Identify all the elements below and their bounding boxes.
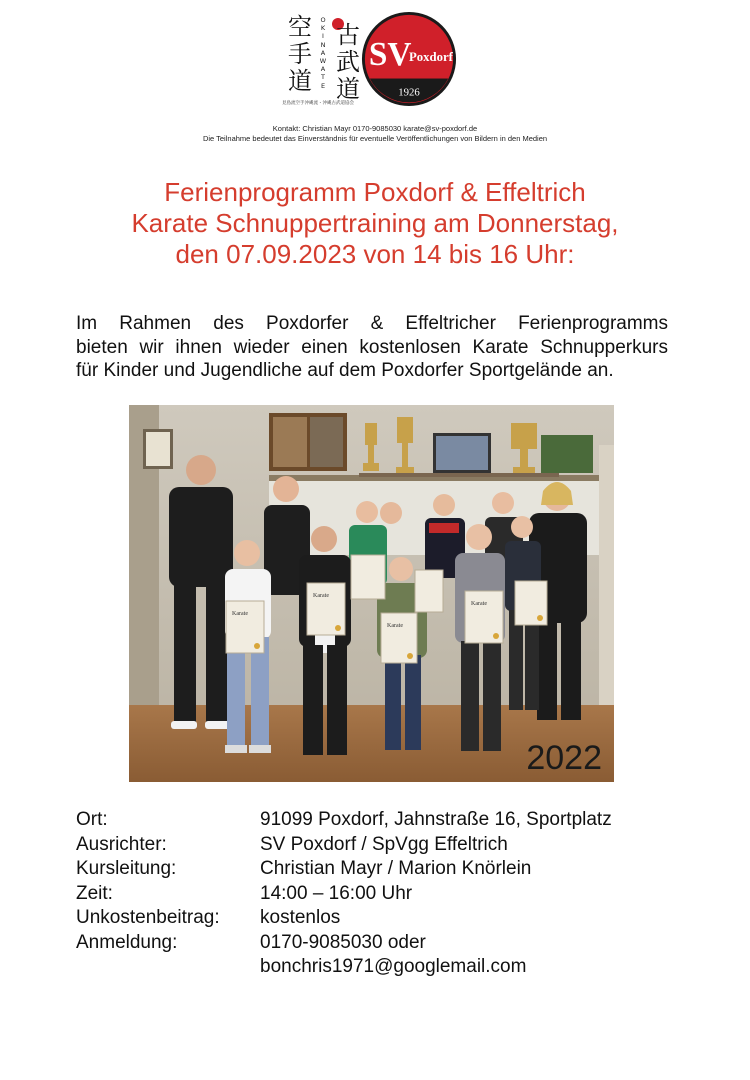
detail-value: 0170-9085030 oder (260, 931, 426, 953)
detail-row (76, 955, 696, 980)
group-photo (129, 405, 614, 782)
event-details (76, 808, 696, 980)
title-line-3: den 07.09.2023 von 14 bis 16 Uhr: (175, 239, 575, 269)
sv-poxdorf-badge (360, 10, 458, 108)
detail-row (76, 808, 696, 833)
kobudo-kanji: 古 武 道 (336, 21, 360, 103)
intro-line-1: Im Rahmen des Poxdorfer & Effeltricher Ferienprogramms (76, 313, 668, 334)
title-line-1: Ferienprogramm Poxdorf & Effeltrich (164, 177, 586, 207)
badge-year-text: 1926 (398, 86, 420, 99)
certificate-label: Karate (313, 593, 329, 599)
group-photo-illustration (129, 405, 614, 782)
contact-info (0, 124, 750, 144)
page-title (0, 177, 750, 270)
badge-sv-text: SV (368, 35, 412, 73)
detail-row (76, 931, 696, 956)
kanji-footer: 見島流空手沖縄流・沖縄古武道協会 (282, 101, 354, 106)
detail-value: SV Poxdorf / SpVgg Effeltrich (260, 833, 508, 855)
certificate-label: Karate (232, 611, 248, 617)
detail-row (76, 833, 696, 858)
title-line-2: Karate Schnuppertraining am Donnerstag, (131, 208, 619, 238)
contact-line: Kontakt: Christian Mayr 0170-9085030 karate@sv-poxdorf.de (272, 124, 478, 133)
karate-kanji: 空 手 道 (288, 13, 312, 95)
detail-label: Unkostenbeitrag: (76, 907, 220, 928)
photo-year-label: 2022 (526, 739, 602, 777)
detail-row (76, 906, 696, 931)
intro-line-2: bieten wir ihnen wieder einen kostenlosen Karate Schnupperkurs (76, 336, 668, 358)
detail-value: kostenlos (260, 907, 341, 928)
detail-label: Anmeldung: (76, 931, 178, 953)
detail-value: Christian Mayr / Marion Knörlein (260, 858, 532, 879)
registration-email: bonchris1971@googlemail.com (260, 956, 527, 977)
badge-name-text: Poxdorf (409, 49, 453, 64)
karate-dojo-logo (282, 12, 368, 110)
detail-value: 14:00 – 16:00 Uhr (260, 882, 413, 904)
certificate-label: Karate (471, 601, 487, 607)
detail-row (76, 857, 696, 882)
detail-row (76, 882, 696, 907)
okinawa-vertical-text: O K I N A W A T E (319, 16, 327, 90)
certificate-label: Karate (387, 623, 403, 629)
detail-label: Kursleitung: (76, 858, 177, 879)
detail-value: 91099 Poxdorf, Jahnstraße 16, Sportplatz (260, 809, 612, 830)
intro-line-3: für Kinder und Jugendliche auf dem Poxdorfer Sportgelände an. (76, 360, 614, 381)
detail-label: Ausrichter: (76, 833, 167, 855)
intro-paragraph (76, 312, 668, 383)
header-logos (0, 10, 750, 110)
detail-label (76, 955, 260, 980)
detail-label: Ort: (76, 809, 108, 830)
detail-label: Zeit: (76, 882, 113, 904)
consent-note: Die Teilnahme bedeutet das Einverständnis für eventuelle Veröffentlichungen von Bildern in den Medien (202, 134, 548, 143)
